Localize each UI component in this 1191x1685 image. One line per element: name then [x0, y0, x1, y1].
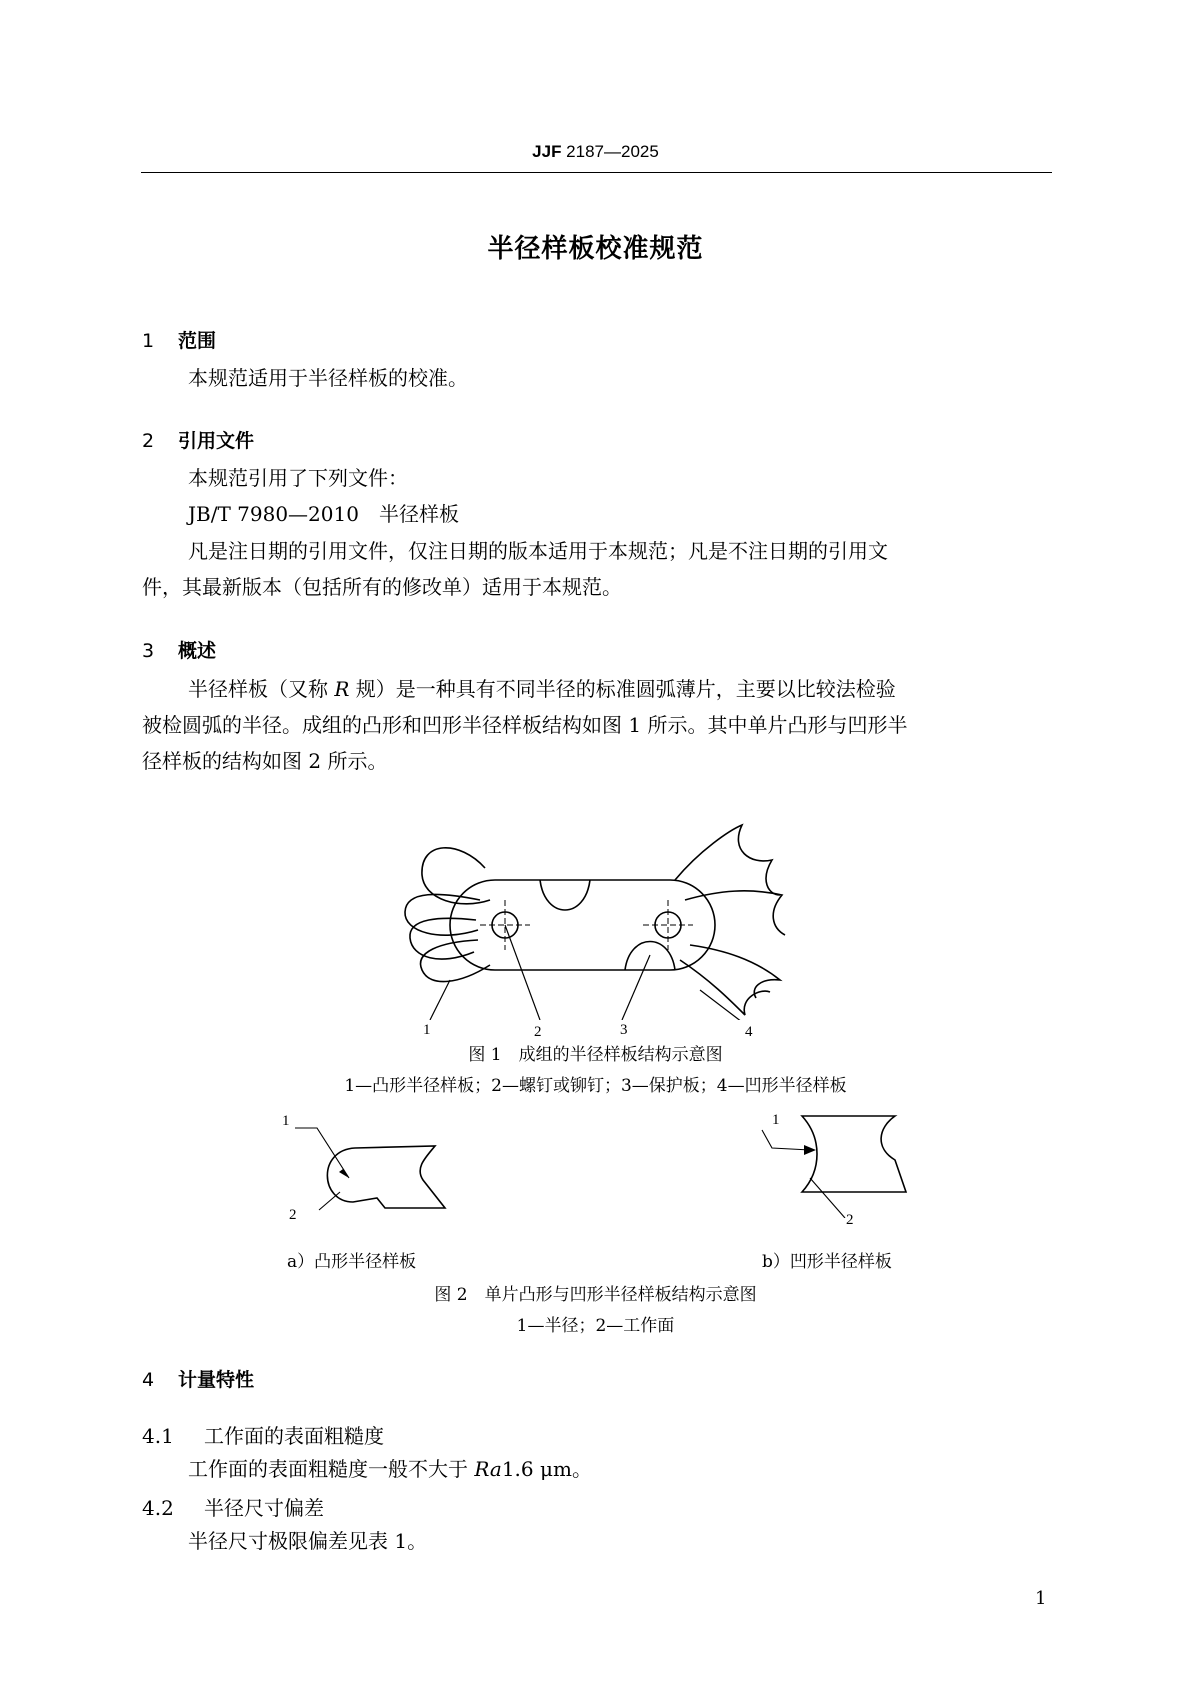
- concave-blade: [685, 891, 785, 935]
- paragraph-overview-line2: 被检圆弧的半径。成组的凸形和凹形半径样板结构如图 1 所示。其中单片凸形与凹形半: [142, 713, 908, 737]
- subsection-title: 半径尺寸偏差: [204, 1496, 324, 1520]
- convex-blade: [410, 918, 476, 959]
- header-rule: [141, 172, 1052, 173]
- section-title: 引用文件: [178, 430, 255, 452]
- running-header: [0, 142, 1191, 162]
- figure-2b-label: 1: [772, 1112, 780, 1128]
- section-title: 范围: [178, 330, 217, 352]
- figure-2-legend: 1—半径；2—工作面: [516, 1316, 675, 1336]
- figure-1-label: 2: [534, 1024, 542, 1040]
- figure-1-label: 1: [423, 1022, 431, 1038]
- concave-template-outline: [802, 1116, 906, 1192]
- paragraph-radius-deviation: 半径尺寸极限偏差见表 1。: [188, 1529, 428, 1553]
- text-run: 1.6 μm。: [501, 1457, 592, 1481]
- concave-blade: [680, 960, 770, 1015]
- figure-2b-drawing: [760, 1108, 910, 1218]
- section-number: 4: [142, 1369, 155, 1391]
- paragraph-overview-line3: 径样板的结构如图 2 所示。: [142, 749, 388, 773]
- subsection-title: 工作面的表面粗糙度: [204, 1424, 384, 1448]
- paragraph-scope: 本规范适用于半径样板的校准。: [188, 366, 468, 390]
- rivet-right: [655, 912, 681, 938]
- header-code-prefix: JJF: [532, 142, 562, 161]
- paragraph-refs-note-line1: 凡是注日期的引用文件，仅注日期的版本适用于本规范；凡是不注日期的引用文: [188, 539, 888, 563]
- subsection-number: 4.2: [142, 1496, 174, 1520]
- figure-1-caption: 图 1 成组的半径样板结构示意图: [468, 1045, 723, 1065]
- figure-2a-label: 1: [282, 1113, 290, 1129]
- figure-1-legend: 1—凸形半径样板；2—螺钉或铆钉；3—保护板；4—凹形半径样板: [344, 1076, 847, 1096]
- paragraph-overview-line1: [188, 675, 896, 703]
- document-title: 半径样板校准规范: [487, 234, 704, 264]
- section-title: 计量特性: [178, 1369, 255, 1391]
- section-number: 3: [142, 640, 155, 662]
- text-run: 工作面的表面粗糙度一般不大于: [188, 1457, 475, 1481]
- section-number: 2: [142, 430, 155, 452]
- section-heading-2: [142, 426, 254, 453]
- figure-1-label: 4: [745, 1024, 753, 1040]
- figure-1-drawing: [400, 820, 800, 1020]
- symbol-Ra: Ra: [474, 1457, 502, 1481]
- figure-2b-label: 2: [846, 1212, 854, 1228]
- paragraph-refs-note-line2: 件，其最新版本（包括所有的修改单）适用于本规范。: [142, 575, 622, 599]
- figure-2b-caption: b）凹形半径样板: [762, 1252, 892, 1272]
- plate-notch-top: [540, 880, 590, 910]
- section-heading-3: [142, 636, 216, 663]
- subsection-number: 4.1: [142, 1424, 174, 1448]
- convex-blade: [405, 894, 480, 935]
- text-run: 规）是一种具有不同半径的标准圆弧薄片，主要以比较法检验: [349, 677, 896, 701]
- section-heading-4: [142, 1365, 254, 1392]
- section-heading-1: [142, 326, 216, 353]
- reference-document: JB/T 7980—2010 半径样板: [188, 502, 459, 526]
- text-run: 半径样板（又称: [188, 677, 335, 701]
- figure-2-caption: 图 2 单片凸形与凹形半径样板结构示意图: [434, 1285, 757, 1305]
- page-number: 1: [1035, 1588, 1047, 1609]
- figure-1-label: 3: [620, 1022, 628, 1038]
- figure-2a-caption: a）凸形半径样板: [287, 1252, 417, 1272]
- subsection-heading-4-1: [142, 1420, 384, 1449]
- symbol-R: R: [334, 677, 350, 701]
- convex-template-outline: [327, 1146, 445, 1208]
- figure-2a-label: 2: [289, 1207, 297, 1223]
- subsection-heading-4-2: [142, 1492, 324, 1521]
- concave-blade: [690, 945, 780, 998]
- section-title: 概述: [178, 640, 217, 662]
- figure-2a-drawing: [295, 1118, 465, 1218]
- paragraph-roughness: [188, 1455, 592, 1483]
- paragraph-refs-intro: 本规范引用了下列文件：: [188, 466, 408, 490]
- section-number: 1: [142, 330, 155, 352]
- header-code-number: 2187—2025: [561, 142, 659, 161]
